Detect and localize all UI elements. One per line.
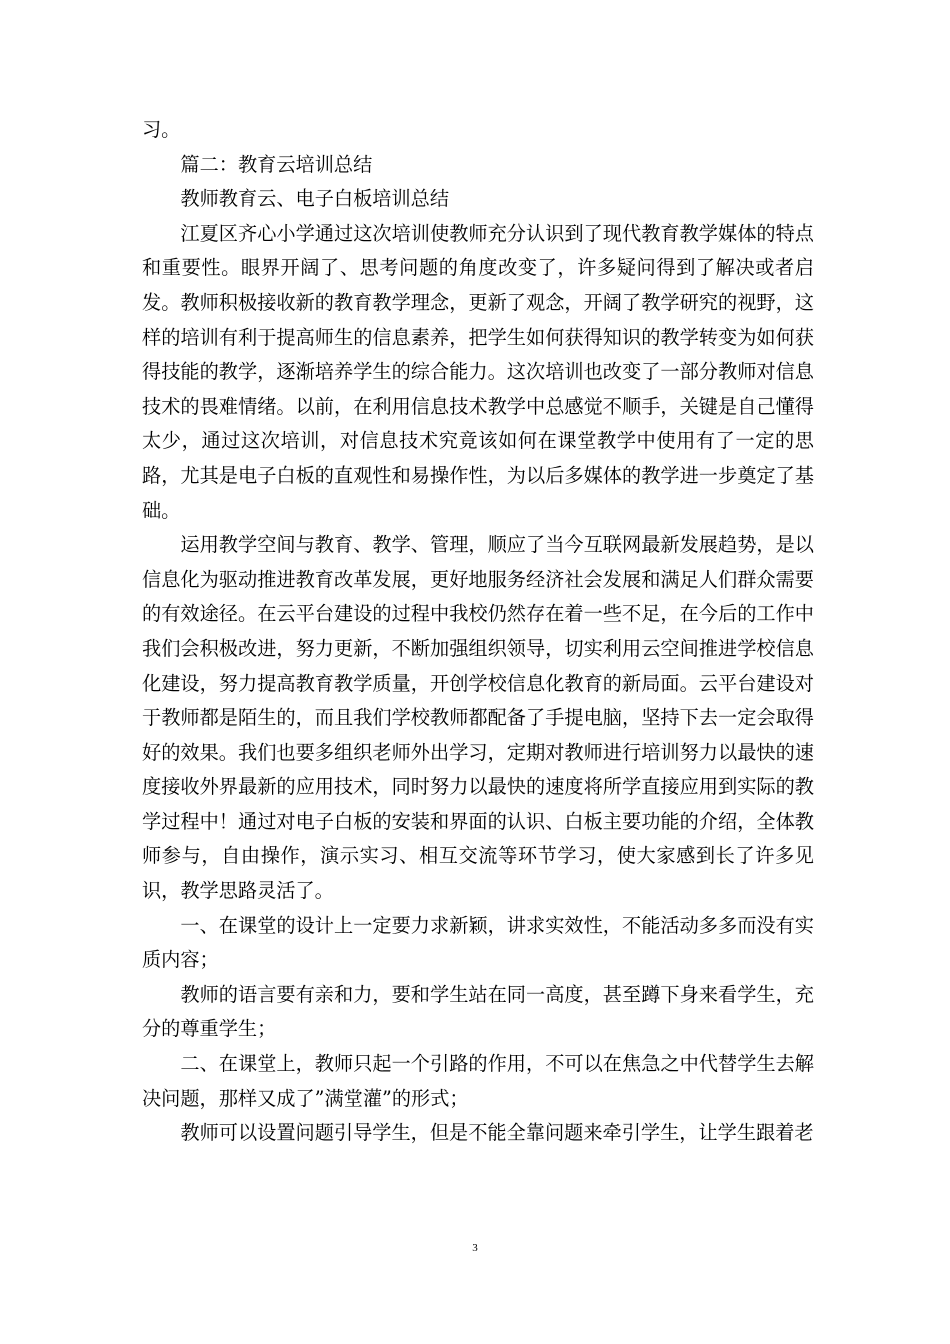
paragraph: 二、在课堂上，教师只起一个引路的作用，不可以在焦急之中代替学生去解决问题，那样又成了”满堂灌”的形式；: [142, 1052, 814, 1110]
document-subtitle: 教师教育云、电子白板培训总结: [180, 187, 450, 211]
paragraph: 江夏区齐心小学通过这次培训使教师充分认识到了现代教育教学媒体的特点和重要性。眼界开阔了、思考问题的角度改变了，许多疑问得到了解决或者启发。教师积极接收新的教育教学理念，更新了观念，开阔了教学研究的视野，这样的培训有利于提高师生的信息素养，把学生如何获得知识的教学转变为如何获得技能的教学，逐渐培养学生的综合能力。这次培训也改变了一部分教师对信息技术的畏难情绪。以前，在利用信息技术教学中总感觉不顺手，关键是自己懂得太少，通过这次培训，对信息技术究竟该如何在课堂教学中使用有了一定的思路，尤其是电子白板的直观性和易操作性，为以后多媒体的教学进一步奠定了基础。: [142, 221, 814, 522]
paragraph: 教师的语言要有亲和力，要和学生站在同一高度，甚至蹲下身来看学生，充分的尊重学生；: [142, 982, 814, 1041]
section-title: 篇二：教育云培训总结: [180, 152, 373, 176]
paragraph: 一、在课堂的设计上一定要力求新颖，讲求实效性，不能活动多多而没有实质内容；: [142, 913, 814, 972]
paragraph-continuation: 习。: [142, 118, 181, 141]
paragraph: 教师可以设置问题引导学生，但是不能全靠问题来牵引学生，让学生跟着老: [180, 1121, 814, 1145]
document-body: [142, 113, 814, 1151]
page-number: 3: [472, 1242, 478, 1254]
paragraph: 运用教学空间与教育、教学、管理，顺应了当今互联网最新发展趋势，是以信息化为驱动推进教育改革发展，更好地服务经济社会发展和满足人们群众需要的有效途径。在云平台建设的过程中我校仍然存在着一些不足，在今后的工作中我们会积极改进，努力更新，不断加强组织领导，切实利用云空间推进学校信息化建设，努力提高教育教学质量，开创学校信息化教育的新局面。云平台建设对于教师都是陌生的，而且我们学校教师都配备了手提电脑，坚持下去一定会取得好的效果。我们也要多组织老师外出学习，定期对教师进行培训努力以最快的速度接收外界最新的应用技术，同时努力以最快的速度将所学直接应用到实际的教学过程中！通过对电子白板的安装和界面的认识、白板主要功能的介绍，全体教师参与，自由操作，演示实习、相互交流等环节学习，使大家感到长了许多见识，教学思路灵活了。: [142, 533, 814, 903]
